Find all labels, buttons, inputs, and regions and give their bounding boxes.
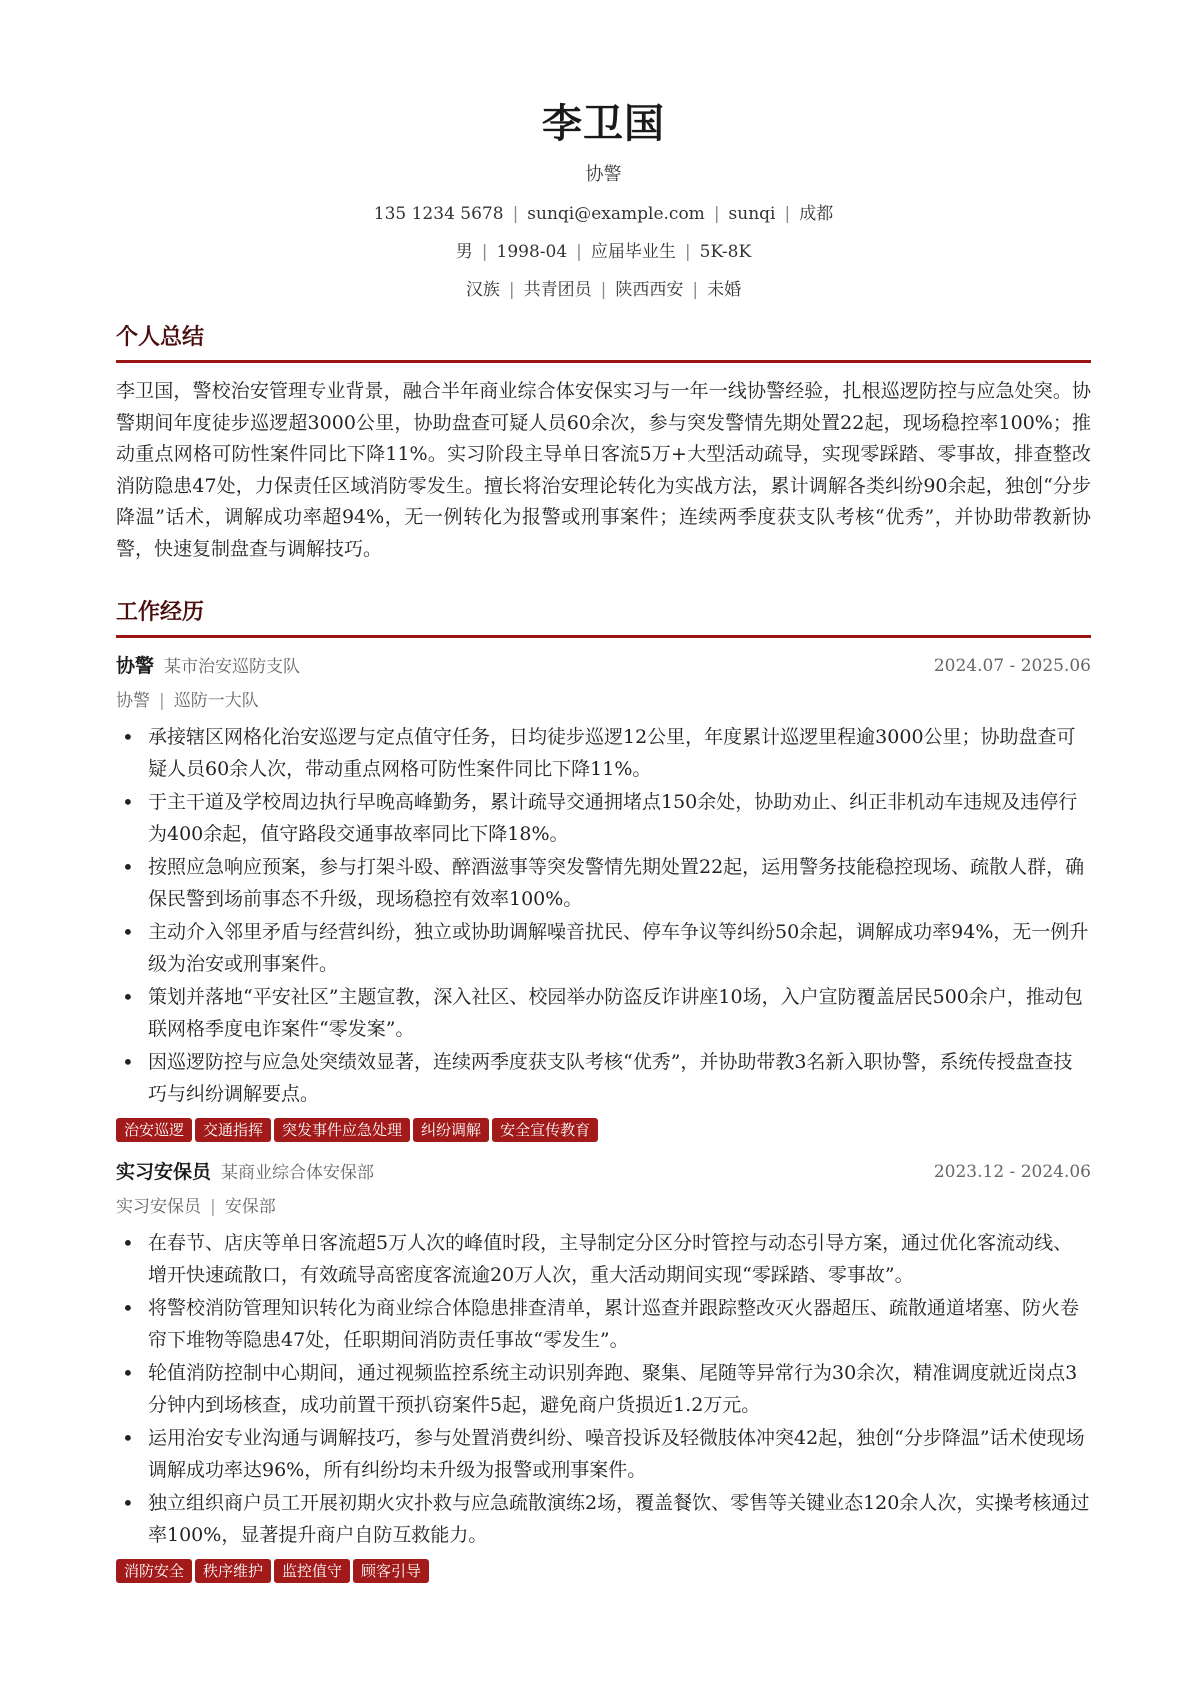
job-role: 实习安保员 bbox=[116, 1197, 201, 1217]
extra-line bbox=[116, 278, 1091, 302]
skill-tag: 消防安全 bbox=[116, 1559, 192, 1583]
resume-page bbox=[116, 0, 1091, 1585]
birth-date: 1998-04 bbox=[496, 242, 568, 262]
bullet-item: • 轮值消防控制中心期间，通过视频监控系统主动识别奔跑、聚集、尾随等异常行为30余次，精准调度就近岗点3分钟内到场核查，成功前置干预扒窃案件5起，避免商户货损近1.2万元。 bbox=[116, 1358, 1091, 1421]
bullet-item: • 因巡逻防控与应急处突绩效显著，连续两季度获支队考核“优秀”，并协助带教3名新入职协警，系统传授盘查技巧与纠纷调解要点。 bbox=[116, 1047, 1091, 1110]
bullet-item: • 独立组织商户员工开展初期火灾扑救与应急疏散演练2场，覆盖餐饮、零售等关键业态120余人次，实操考核通过率100%，显著提升商户自防互救能力。 bbox=[116, 1488, 1091, 1551]
skill-tag: 交通指挥 bbox=[195, 1118, 271, 1142]
city: 成都 bbox=[799, 204, 834, 224]
bullet-item: • 在春节、店庆等单日客流超5万人次的峰值时段，主导制定分区分时管控与动态引导方案，通过优化客流动线、增开快速疏散口，有效疏导高密度客流逾20万人次，重大活动期间实现“零踩踏、零事故”。 bbox=[116, 1228, 1091, 1291]
skill-tag: 突发事件应急处理 bbox=[274, 1118, 410, 1142]
job-subline bbox=[116, 688, 1091, 714]
separator: | bbox=[512, 204, 519, 224]
separator: | bbox=[576, 242, 582, 262]
separator: | bbox=[684, 242, 691, 262]
skill-tag: 秩序维护 bbox=[195, 1559, 271, 1583]
skill-tag: 治安巡逻 bbox=[116, 1118, 192, 1142]
skill-tag: 监控值守 bbox=[274, 1559, 350, 1583]
summary-heading: 个人总结 bbox=[116, 324, 205, 350]
salary: 5K-8K bbox=[699, 242, 752, 262]
separator: | bbox=[508, 280, 515, 300]
job-bullets bbox=[116, 1228, 1091, 1551]
skill-tag: 安全宣传教育 bbox=[492, 1118, 598, 1142]
job-organization: 某商业综合体安保部 bbox=[221, 1163, 375, 1183]
candidate-name: 李卫国 bbox=[542, 100, 665, 147]
skill-tags bbox=[116, 1118, 1091, 1144]
job-title: 实习安保员 bbox=[116, 1161, 212, 1183]
separator: | bbox=[600, 280, 607, 300]
bullet-item: • 承接辖区网格化治安巡逻与定点值守任务，日均徒步巡逻12公里，年度累计巡逻里程逾3000公里；协助盘查可疑人员60余人次，带动重点网格可防性案件同比下降11%。 bbox=[116, 722, 1091, 785]
job-department: 巡防一大队 bbox=[173, 691, 259, 711]
bullet-item: • 按照应急响应预案，参与打架斗殴、醉酒滋事等突发警情先期处置22起，运用警务技能稳控现场、疏散人群，确保民警到场前事态不升级，现场稳控有效率100%。 bbox=[116, 852, 1091, 915]
marital-status: 未婚 bbox=[707, 280, 742, 300]
job-title: 协警 bbox=[116, 655, 155, 677]
separator: | bbox=[159, 691, 165, 711]
bullet-item: • 策划并落地“平安社区”主题宣教，深入社区、校园举办防盗反诈讲座10场，入户宣防覆盖居民500余户，推动包联网格季度电诈案件“零发案”。 bbox=[116, 982, 1091, 1045]
job-organization: 某市治安巡防支队 bbox=[164, 657, 301, 677]
section-divider bbox=[116, 635, 1091, 638]
political-status: 共青团员 bbox=[523, 280, 592, 300]
section-divider bbox=[116, 360, 1091, 363]
gender: 男 bbox=[455, 242, 473, 262]
separator: | bbox=[784, 204, 791, 224]
job-department: 安保部 bbox=[224, 1197, 276, 1217]
bullet-item: • 主动介入邻里矛盾与经营纠纷，独立或协助调解噪音扰民、停车争议等纠纷50余起，调解成功率94%，无一例升级为治安或刑事案件。 bbox=[116, 917, 1091, 980]
bullet-item: • 运用治安专业沟通与调解技巧，参与处置消费纠纷、噪音投诉及轻微肢体冲突42起，独创“分步降温”话术使现场调解成功率达96%，所有纠纷均未升级为报警或刑事案件。 bbox=[116, 1423, 1091, 1486]
job-header bbox=[116, 1158, 1091, 1186]
contact-line bbox=[116, 202, 1091, 226]
basics-line bbox=[116, 240, 1091, 264]
phone: 135 1234 5678 bbox=[373, 204, 504, 224]
skill-tag: 纠纷调解 bbox=[413, 1118, 489, 1142]
separator: | bbox=[210, 1197, 216, 1217]
skill-tags bbox=[116, 1559, 1091, 1585]
separator: | bbox=[481, 242, 488, 262]
candidate-role: 协警 bbox=[585, 164, 622, 185]
experience-heading: 工作经历 bbox=[116, 599, 205, 625]
skill-tag: 顾客引导 bbox=[353, 1559, 429, 1583]
job-date-range: 2024.07 - 2025.06 bbox=[933, 656, 1091, 676]
email[interactable]: sunqi@example.com bbox=[527, 204, 705, 224]
summary-text: 李卫国，警校治安管理专业背景，融合半年商业综合体安保实习与一年一线协警经验，扎根巡逻防控与应急处突。协警期间年度徒步巡逻超3000公里，协助盘查可疑人员60余次，参与突发警情先期处置22起，现场稳控率100%；推动重点网格可防性案件同比下降11%。实习阶段主导单日客流5万+大型活动疏导，实现零踩踏、零事故，排查整改消防隐患47处，力保责任区域消防零发生。擅长将治安理论转化为实战方法，累计调解各类纠纷90余起，独创“分步降温”话术，调解成功率超94%，无一例转化为报警或刑事案件；连续两季度获支队考核“优秀”，并协助带教新协警，快速复制盘查与调解技巧。 bbox=[116, 380, 1091, 560]
wechat-id: sunqi bbox=[728, 204, 776, 224]
job-header bbox=[116, 652, 1091, 680]
ethnicity: 汉族 bbox=[465, 280, 500, 300]
separator: | bbox=[713, 204, 720, 224]
job-bullets bbox=[116, 722, 1091, 1110]
hometown: 陕西西安 bbox=[615, 280, 684, 300]
separator: | bbox=[692, 280, 699, 300]
job-date-range: 2023.12 - 2024.06 bbox=[933, 1162, 1091, 1182]
job-subline bbox=[116, 1194, 1091, 1220]
bullet-item: • 于主干道及学校周边执行早晚高峰勤务，累计疏导交通拥堵点150余处，协助劝止、纠正非机动车违规及违停行为400余起，值守路段交通事故率同比下降18%。 bbox=[116, 787, 1091, 850]
bullet-item: • 将警校消防管理知识转化为商业综合体隐患排查清单，累计巡查并跟踪整改灭火器超压、疏散通道堵塞、防火卷帘下堆物等隐患47处，任职期间消防责任事故“零发生”。 bbox=[116, 1293, 1091, 1356]
job-role: 协警 bbox=[116, 691, 150, 711]
job-entry bbox=[116, 652, 1091, 1144]
job-entry bbox=[116, 1158, 1091, 1585]
status: 应届毕业生 bbox=[590, 242, 676, 262]
